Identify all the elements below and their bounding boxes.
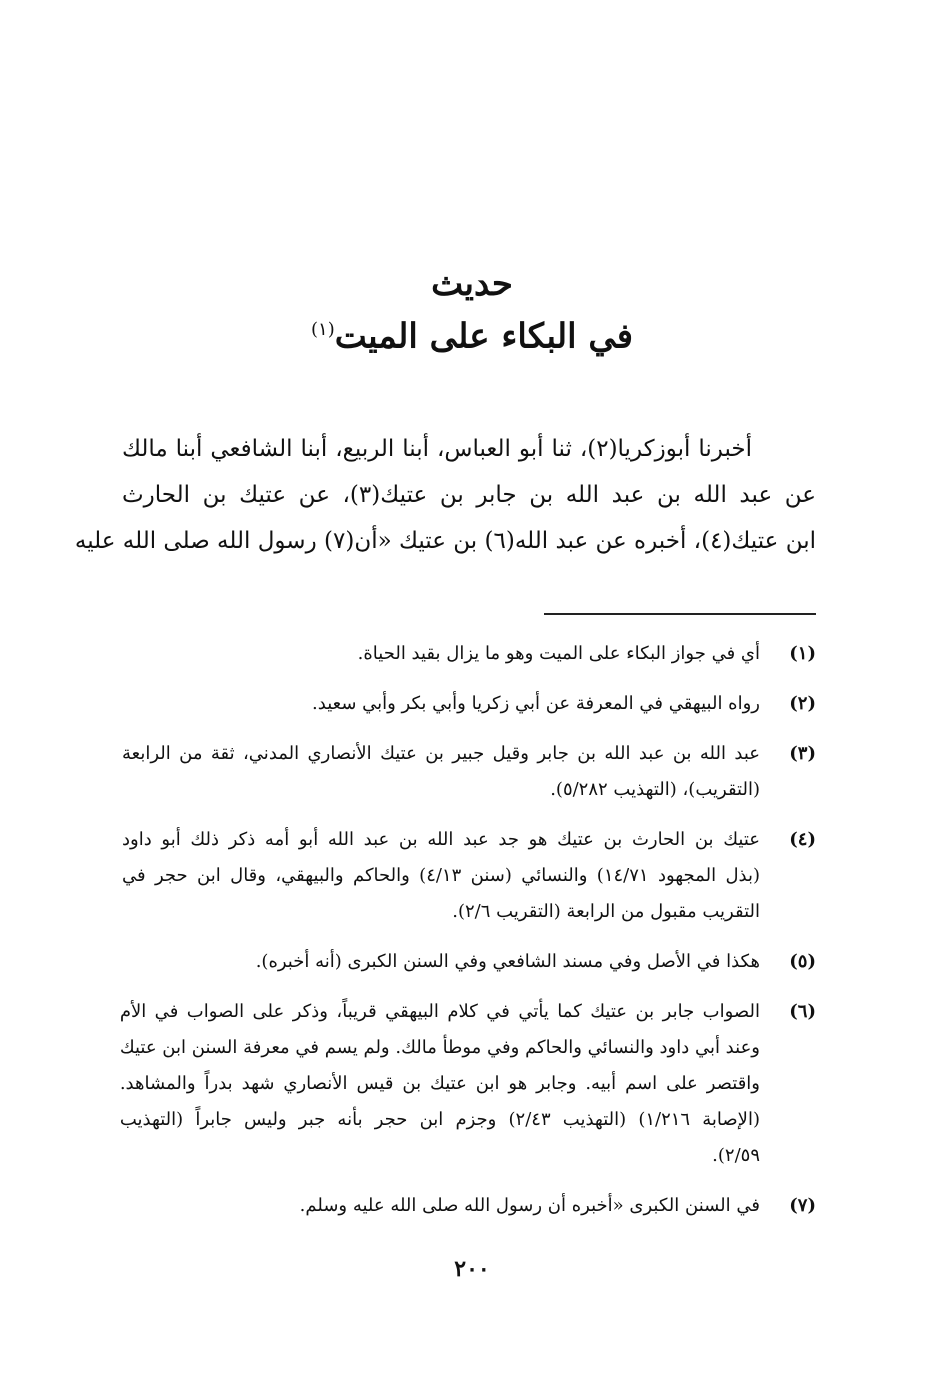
hadith-text <box>74 426 816 564</box>
heading-title: حديث <box>431 264 513 304</box>
heading-subtitle <box>0 306 944 360</box>
footnote-number: (١) <box>789 643 816 664</box>
footnote-text <box>120 994 760 1174</box>
footnote-line: رواه البيهقي في المعرفة عن أبي زكريا وأبي بكر وأبي سعيد. <box>312 693 760 714</box>
footnote-3 <box>122 736 816 808</box>
footnote-line: واقتصر على اسم أبيه. وجابر هو ابن عتيك بن قيس الأنصاري شهد بدراً والمشاهد. <box>119 1073 760 1094</box>
footnote-7 <box>122 1188 816 1224</box>
footnote-line: وعند أبي داود والنسائي والحاكم وفي موطأ مالك. ولم يسم في معرفة السنن ابن عتيك <box>119 1037 760 1058</box>
footnote-line: أي في جواز البكاء على الميت وهو ما يزال بقيد الحياة. <box>357 643 760 664</box>
footnote-6 <box>119 994 816 1174</box>
footnote-number: (٤) <box>789 829 816 850</box>
page-number: ٢٠٠ <box>454 1256 490 1282</box>
footnote-text <box>122 1188 760 1224</box>
footnote-text <box>122 636 760 672</box>
footnote-number: (٢) <box>789 693 816 714</box>
footnote-number: (٥) <box>789 951 816 972</box>
footnotes <box>119 636 816 1238</box>
body-line: ابن عتيك(٤)، أخبره عن عبد الله(٦) بن عتيك «أن(٧) رسول الله صلى الله عليه <box>74 528 816 554</box>
footnote-separator <box>544 613 816 615</box>
footnote-number: (٧) <box>789 1195 816 1216</box>
footnote-line: التقريب مقبول من الرابعة (التقريب ٢/٦). <box>452 901 760 922</box>
footnote-5 <box>122 944 816 980</box>
footnote-line: ٢/٥٩). <box>712 1145 760 1166</box>
footnote-line: (بذل المجهود ١٤/٧١) والنسائي (سنن ٤/١٣) والحاكم والبيهقي، وقال ابن حجر في <box>122 865 761 886</box>
footnote-4 <box>122 822 816 930</box>
heading-footnote-marker: (١) <box>310 319 335 340</box>
footnote-number: (٦) <box>789 1001 816 1022</box>
footnote-line: عبد الله بن عبد الله بن جابر وقيل جبير بن عتيك الأنصاري المدني، ثقة من الرابعة <box>122 743 760 764</box>
footnote-text <box>122 822 760 930</box>
footnote-text <box>122 944 760 980</box>
footnote-line: في السنن الكبرى «أخبره أن رسول الله صلى الله عليه وسلم. <box>299 1195 760 1216</box>
footnote-number: (٣) <box>789 743 816 764</box>
footnote-text <box>122 686 760 722</box>
footnote-line: الصواب جابر بن عتيك كما يأتي في كلام البيهقي قريباً، وذكر على الصواب في الأم <box>119 1001 760 1022</box>
chapter-heading <box>0 262 944 360</box>
footnote-line: (التقريب)، (التهذيب ٥/٢٨٢). <box>550 779 760 800</box>
footnote-2 <box>122 686 816 722</box>
body-line: أخبرنا أبوزكريا(٢)، ثنا أبو العباس، أبنا الربيع، أبنا الشافعي أبنا مالك <box>122 436 752 462</box>
footnote-line: هكذا في الأصل وفي مسند الشافعي وفي السنن الكبرى (أنه أخبره). <box>255 951 760 972</box>
footnote-1 <box>122 636 816 672</box>
footnote-line: (الإصابة ١/٢١٦) (التهذيب ٢/٤٣) وجزم ابن حجر بأنه جبر وليس جابراً (التهذيب <box>119 1109 760 1130</box>
footnote-line: عتيك بن الحارث بن عتيك هو جد عبد الله بن عبد الله أبو أمه ذكر ذلك أبو داود <box>122 829 760 850</box>
heading-subtitle-text: في البكاء على الميت <box>334 316 633 357</box>
body-line: عن عبد الله بن عبد الله بن جابر بن عتيك(٣)، عن عتيك بن الحارث <box>122 482 816 508</box>
footnote-text <box>122 736 760 808</box>
